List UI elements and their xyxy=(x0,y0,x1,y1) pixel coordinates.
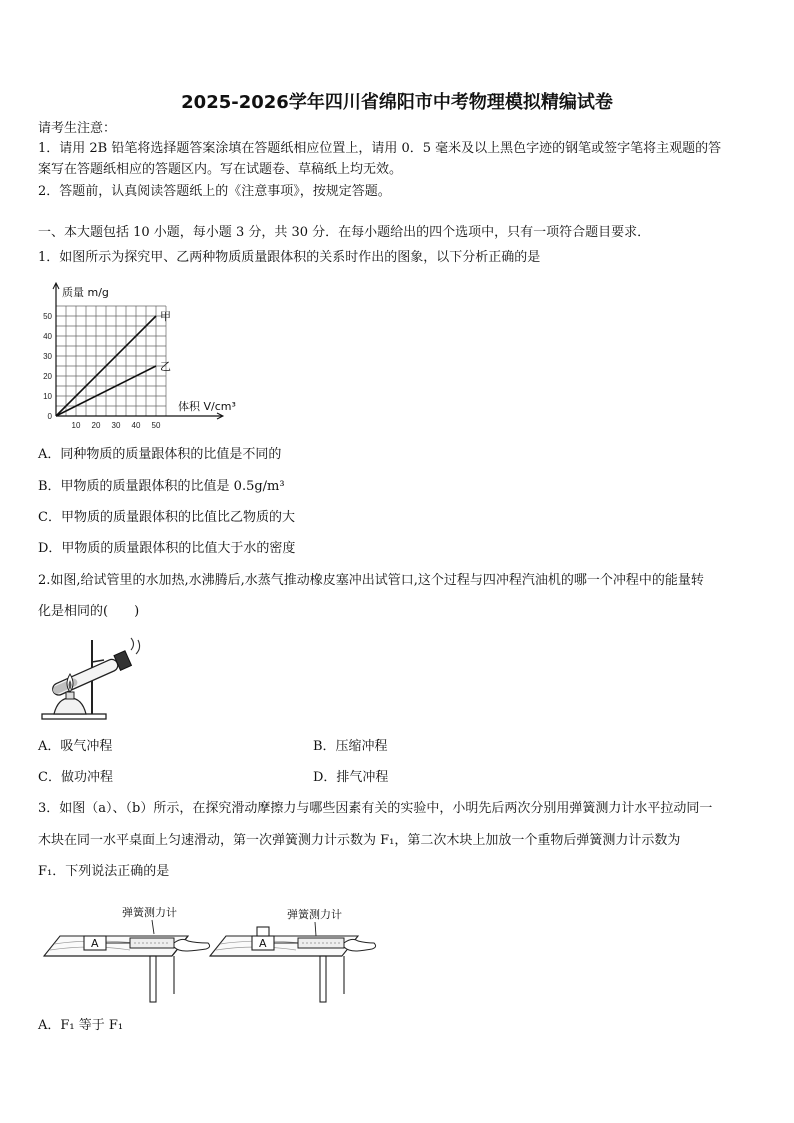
notice-item-1-line-2: 案写在答题纸相应的答题区内。写在试题卷、草稿纸上均无效。 xyxy=(38,162,403,177)
question-1-option-c[interactable]: C．甲物质的质量跟体积的比值比乙物质的大 xyxy=(38,510,295,525)
question-2-option-d[interactable]: D．排气冲程 xyxy=(313,770,389,785)
question-2-stem-line-2: 化是相同的( ) xyxy=(38,604,140,619)
figure-b-label: 弹簧测力计 xyxy=(287,908,342,921)
page-title: 2025-2026学年四川省绵阳市中考物理模拟精编试卷 xyxy=(181,92,613,113)
y-tick-label: 40 xyxy=(43,332,52,341)
x-tick-label: 50 xyxy=(151,421,161,430)
mass-volume-graph xyxy=(36,278,236,432)
question-3-option-a[interactable]: A．F₁ 等于 F₁ xyxy=(38,1018,124,1033)
chart-axes xyxy=(53,283,223,419)
y-tick-label: 20 xyxy=(43,372,52,381)
y-tick-label: 10 xyxy=(43,392,52,401)
y-tick-label: 0 xyxy=(47,412,52,421)
notice-item-2: 2．答题前，认真阅读答题纸上的《注意事项》，按规定答题。 xyxy=(38,184,391,199)
question-1-chart xyxy=(36,278,236,432)
question-1-stem: 1．如图所示为探究甲、乙两种物质质量跟体积的关系时作出的图象，以下分析正确的是 xyxy=(38,250,541,265)
test-tube-heating-figure xyxy=(36,630,140,724)
block-a-label: A xyxy=(91,937,99,950)
question-1-option-d[interactable]: D．甲物质的质量跟体积的比值大于水的密度 xyxy=(38,541,296,556)
question-2-stem-line-1: 2.如图,给试管里的水加热,水沸腾后,水蒸气推动橡皮塞冲出试管口,这个过程与四冲程汽油机的哪一个冲程中的能量转 xyxy=(38,573,704,588)
series-label-2: 乙 xyxy=(160,360,171,373)
x-tick-label: 30 xyxy=(111,421,121,430)
y-tick-label: 50 xyxy=(43,312,52,321)
x-axis-label: 体积 V/cm³ xyxy=(178,400,236,413)
figure-a-label: 弹簧测力计 xyxy=(122,906,177,919)
friction-experiment-figure xyxy=(40,898,380,1004)
question-3-stem-line-1: 3．如图（a）、（b）所示，在探究滑动摩擦力与哪些因素有关的实验中，小明先后两次分别用弹簧测力计水平拉动同一 xyxy=(38,801,713,816)
spring-scale-drawings xyxy=(40,898,380,1004)
question-2-option-b[interactable]: B．压缩冲程 xyxy=(313,739,388,754)
question-3-stem-line-3: F₁．下列说法正确的是 xyxy=(38,864,170,879)
x-tick-label: 20 xyxy=(91,421,101,430)
x-tick-label: 40 xyxy=(131,421,141,430)
question-3-stem-line-2: 木块在同一水平桌面上匀速滑动，第一次弹簧测力计示数为 F₁，第二次木块上加放一个重物后弹簧测力计示数为 xyxy=(38,833,681,848)
series-label-1: 甲 xyxy=(160,310,171,323)
y-axis-label: 质量 m/g xyxy=(62,286,109,299)
y-tick-label: 30 xyxy=(43,352,52,361)
notice-heading: 请考生注意： xyxy=(38,121,117,136)
notice-item-1-line-1: 1．请用 2B 铅笔将选择题答案涂填在答题纸相应位置上，请用 0．5 毫米及以上黑色字迹的钢笔或签字笔将主观题的答 xyxy=(38,141,722,156)
question-1-option-a[interactable]: A．同种物质的质量跟体积的比值是不同的 xyxy=(38,447,282,462)
question-1-option-b[interactable]: B．甲物质的质量跟体积的比值是 0.5g/m³ xyxy=(38,479,285,494)
question-2-option-a[interactable]: A．吸气冲程 xyxy=(38,739,113,754)
block-b-label: A xyxy=(259,937,267,950)
section-1-heading: 一、本大题包括 10 小题，每小题 3 分，共 30 分．在每小题给出的四个选项中，只有一项符合题目要求． xyxy=(38,225,651,240)
test-tube-apparatus-drawing xyxy=(36,630,140,724)
x-tick-label: 10 xyxy=(71,421,81,430)
question-2-option-c[interactable]: C．做功冲程 xyxy=(38,770,113,785)
